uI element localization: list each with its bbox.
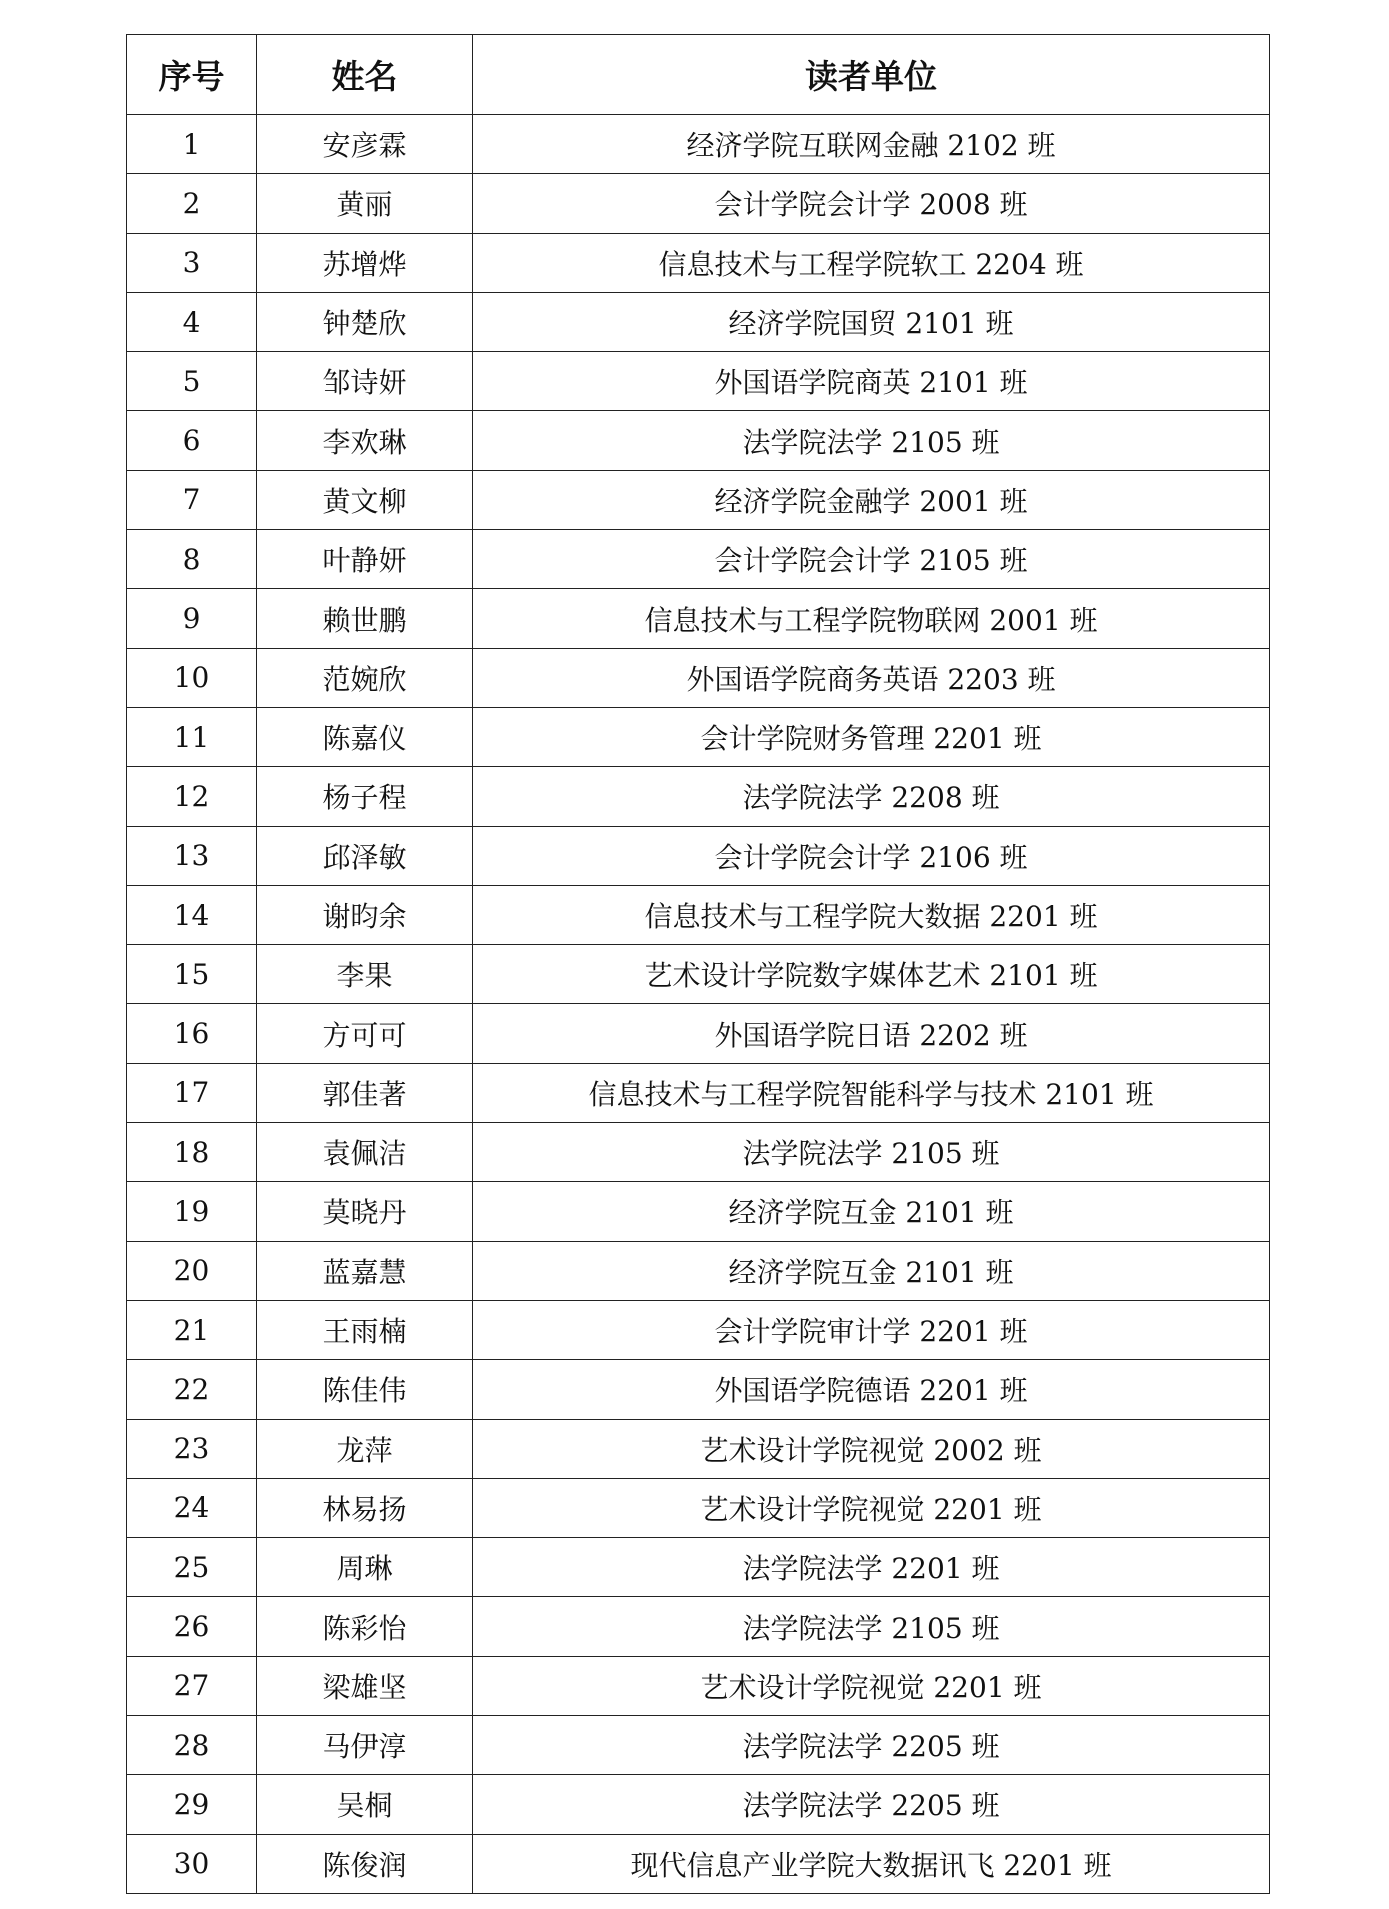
cell-name: 马伊淳: [257, 1716, 473, 1775]
table-row: [127, 648, 1270, 707]
cell-unit: 艺术设计学院数字媒体艺术 2101 班: [473, 945, 1270, 1004]
cell-index: 10: [127, 648, 257, 707]
cell-unit: 法学院法学 2105 班: [473, 1123, 1270, 1182]
cell-unit: 法学院法学 2205 班: [473, 1775, 1270, 1834]
cell-name: 李果: [257, 945, 473, 1004]
cell-index: 21: [127, 1300, 257, 1359]
table-row: [127, 1775, 1270, 1834]
cell-name: 谢昀余: [257, 885, 473, 944]
cell-index: 11: [127, 707, 257, 766]
table-row: [127, 1656, 1270, 1715]
cell-name: 龙萍: [257, 1419, 473, 1478]
table-header-row: [127, 35, 1270, 115]
cell-name: 陈佳伟: [257, 1360, 473, 1419]
cell-index: 5: [127, 352, 257, 411]
cell-unit: 经济学院互联网金融 2102 班: [473, 115, 1270, 174]
cell-unit: 法学院法学 2201 班: [473, 1538, 1270, 1597]
cell-name: 李欢琳: [257, 411, 473, 470]
table-row: [127, 589, 1270, 648]
cell-name: 范婉欣: [257, 648, 473, 707]
cell-name: 陈彩怡: [257, 1597, 473, 1656]
cell-unit: 法学院法学 2105 班: [473, 411, 1270, 470]
table-row: [127, 1538, 1270, 1597]
table-row: [127, 1123, 1270, 1182]
cell-unit: 会计学院财务管理 2201 班: [473, 707, 1270, 766]
cell-index: 25: [127, 1538, 257, 1597]
cell-index: 24: [127, 1478, 257, 1537]
table-row: [127, 1004, 1270, 1063]
cell-unit: 法学院法学 2205 班: [473, 1716, 1270, 1775]
cell-unit: 经济学院互金 2101 班: [473, 1182, 1270, 1241]
header-name: 姓名: [257, 35, 473, 115]
table-row: [127, 292, 1270, 351]
cell-name: 邱泽敏: [257, 826, 473, 885]
cell-unit: 信息技术与工程学院大数据 2201 班: [473, 885, 1270, 944]
cell-name: 安彦霖: [257, 115, 473, 174]
table-row: [127, 115, 1270, 174]
cell-unit: 艺术设计学院视觉 2201 班: [473, 1656, 1270, 1715]
cell-unit: 会计学院审计学 2201 班: [473, 1300, 1270, 1359]
table-row: [127, 1716, 1270, 1775]
cell-name: 黄文柳: [257, 470, 473, 529]
cell-index: 22: [127, 1360, 257, 1419]
cell-name: 梁雄坚: [257, 1656, 473, 1715]
cell-name: 陈俊润: [257, 1834, 473, 1893]
table-row: [127, 1300, 1270, 1359]
table-row: [127, 1063, 1270, 1122]
cell-index: 27: [127, 1656, 257, 1715]
cell-unit: 现代信息产业学院大数据讯飞 2201 班: [473, 1834, 1270, 1893]
table-row: [127, 885, 1270, 944]
table-row: [127, 1478, 1270, 1537]
cell-index: 18: [127, 1123, 257, 1182]
cell-index: 14: [127, 885, 257, 944]
cell-index: 9: [127, 589, 257, 648]
table-row: [127, 174, 1270, 233]
cell-unit: 经济学院金融学 2001 班: [473, 470, 1270, 529]
table-row: [127, 1182, 1270, 1241]
table-row: [127, 1419, 1270, 1478]
cell-name: 袁佩洁: [257, 1123, 473, 1182]
cell-unit: 信息技术与工程学院软工 2204 班: [473, 233, 1270, 292]
cell-name: 叶静妍: [257, 530, 473, 589]
cell-unit: 法学院法学 2105 班: [473, 1597, 1270, 1656]
table-row: [127, 530, 1270, 589]
cell-index: 26: [127, 1597, 257, 1656]
table-row: [127, 1241, 1270, 1300]
cell-name: 黄丽: [257, 174, 473, 233]
cell-index: 16: [127, 1004, 257, 1063]
cell-index: 2: [127, 174, 257, 233]
table-row: [127, 707, 1270, 766]
cell-index: 29: [127, 1775, 257, 1834]
table-row: [127, 826, 1270, 885]
table-row: [127, 411, 1270, 470]
cell-name: 林易扬: [257, 1478, 473, 1537]
cell-name: 郭佳著: [257, 1063, 473, 1122]
cell-name: 王雨楠: [257, 1300, 473, 1359]
cell-unit: 外国语学院日语 2202 班: [473, 1004, 1270, 1063]
table-row: [127, 233, 1270, 292]
table-row: [127, 945, 1270, 1004]
cell-unit: 会计学院会计学 2105 班: [473, 530, 1270, 589]
cell-name: 邹诗妍: [257, 352, 473, 411]
cell-unit: 信息技术与工程学院物联网 2001 班: [473, 589, 1270, 648]
cell-index: 20: [127, 1241, 257, 1300]
cell-index: 28: [127, 1716, 257, 1775]
table-row: [127, 767, 1270, 826]
table-body: [127, 115, 1270, 1894]
cell-name: 陈嘉仪: [257, 707, 473, 766]
cell-index: 15: [127, 945, 257, 1004]
table-row: [127, 470, 1270, 529]
cell-name: 吴桐: [257, 1775, 473, 1834]
cell-unit: 经济学院互金 2101 班: [473, 1241, 1270, 1300]
cell-index: 1: [127, 115, 257, 174]
cell-name: 杨子程: [257, 767, 473, 826]
cell-index: 3: [127, 233, 257, 292]
cell-index: 12: [127, 767, 257, 826]
cell-index: 8: [127, 530, 257, 589]
cell-index: 4: [127, 292, 257, 351]
cell-index: 30: [127, 1834, 257, 1893]
cell-unit: 艺术设计学院视觉 2201 班: [473, 1478, 1270, 1537]
cell-unit: 经济学院国贸 2101 班: [473, 292, 1270, 351]
cell-index: 19: [127, 1182, 257, 1241]
cell-index: 13: [127, 826, 257, 885]
cell-unit: 会计学院会计学 2008 班: [473, 174, 1270, 233]
cell-index: 17: [127, 1063, 257, 1122]
cell-name: 苏增烨: [257, 233, 473, 292]
reader-table: [126, 34, 1270, 1894]
cell-name: 钟楚欣: [257, 292, 473, 351]
cell-unit: 外国语学院商英 2101 班: [473, 352, 1270, 411]
cell-index: 7: [127, 470, 257, 529]
cell-unit: 外国语学院德语 2201 班: [473, 1360, 1270, 1419]
table-row: [127, 1360, 1270, 1419]
cell-index: 23: [127, 1419, 257, 1478]
cell-name: 蓝嘉慧: [257, 1241, 473, 1300]
header-unit: 读者单位: [473, 35, 1270, 115]
header-index: 序号: [127, 35, 257, 115]
cell-index: 6: [127, 411, 257, 470]
cell-unit: 外国语学院商务英语 2203 班: [473, 648, 1270, 707]
cell-unit: 艺术设计学院视觉 2002 班: [473, 1419, 1270, 1478]
table-row: [127, 1834, 1270, 1893]
cell-name: 赖世鹏: [257, 589, 473, 648]
table-row: [127, 1597, 1270, 1656]
cell-unit: 信息技术与工程学院智能科学与技术 2101 班: [473, 1063, 1270, 1122]
cell-name: 方可可: [257, 1004, 473, 1063]
cell-name: 莫晓丹: [257, 1182, 473, 1241]
cell-name: 周琳: [257, 1538, 473, 1597]
cell-unit: 会计学院会计学 2106 班: [473, 826, 1270, 885]
table-row: [127, 352, 1270, 411]
cell-unit: 法学院法学 2208 班: [473, 767, 1270, 826]
